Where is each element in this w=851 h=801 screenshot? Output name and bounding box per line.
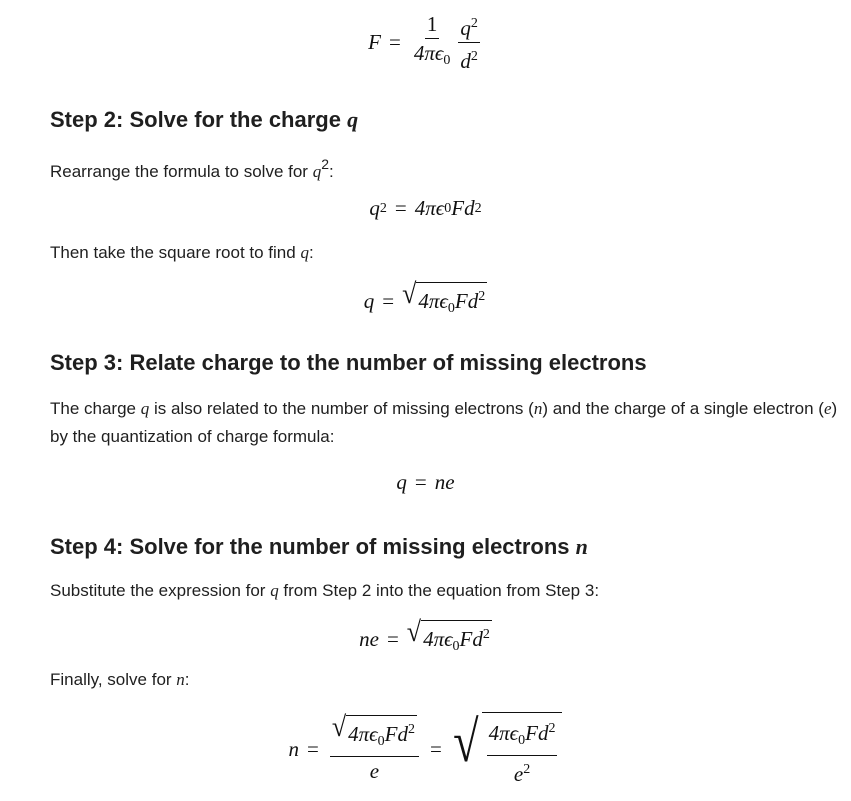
var: q [312, 162, 322, 181]
text: Then take the square root to find [50, 243, 301, 262]
superscript: 2 [321, 156, 329, 172]
denominator [458, 43, 480, 73]
coulomb-equation [0, 12, 851, 73]
superscript: 2 [470, 49, 478, 64]
eq-term: e [513, 762, 524, 786]
text: : [184, 670, 190, 689]
step3-para [50, 395, 840, 451]
heading-text: Step 4: Solve for the number of missing electrons [50, 534, 576, 559]
n-final-equation [0, 709, 851, 786]
numerator: 1 [425, 12, 440, 39]
eq-term: 4πϵ [348, 722, 378, 746]
step2-para2 [50, 239, 841, 267]
ne-sqrt-equation [0, 615, 851, 659]
radical-sign: √ [402, 277, 417, 310]
radicand [346, 715, 417, 754]
superscript: 2 [407, 722, 415, 737]
var: q [140, 399, 150, 418]
fraction [487, 717, 558, 786]
text: Finally, solve for [50, 670, 177, 689]
numerator [487, 717, 558, 756]
eq-term: Fd [454, 289, 479, 313]
superscript: 2 [474, 200, 482, 216]
superscript: 2 [478, 289, 486, 304]
text: Substitute the expression for [50, 581, 271, 600]
eq-term: 4πϵ [488, 721, 519, 745]
eq-term: Fd [384, 722, 408, 746]
eq-term: 4πϵ [423, 627, 453, 651]
heading-var: q [347, 107, 359, 132]
fraction [412, 12, 452, 73]
radicand [421, 620, 492, 659]
eq-term: q [369, 196, 380, 220]
step2-para1 [50, 150, 841, 186]
step4-para2 [50, 666, 841, 694]
square-root [331, 710, 417, 754]
var: q [270, 581, 279, 600]
eq-operator: = [429, 736, 442, 761]
square-root [450, 709, 563, 786]
radicand [416, 282, 487, 321]
subscript: 0 [444, 200, 452, 216]
eq-term: n [288, 736, 300, 761]
superscript: 2 [482, 627, 490, 642]
subscript: 0 [452, 639, 460, 654]
text: is also related to the number of missing electrons ( [149, 399, 534, 418]
q-sqrt-equation [0, 277, 851, 321]
numerator [330, 710, 419, 757]
denominator [412, 39, 452, 73]
subscript: 0 [447, 301, 455, 316]
step3-heading: Step 3: Relate charge to the number of missing electrons [50, 350, 647, 375]
denominator: e [369, 759, 380, 783]
eq-operator: = [386, 627, 399, 651]
radical-sign: √ [452, 709, 479, 774]
fraction [458, 12, 480, 73]
var: n [533, 399, 543, 418]
var: e [823, 399, 832, 418]
text: Rearrange the formula to solve for [50, 162, 313, 181]
var: n [176, 670, 185, 689]
step4-heading [50, 534, 841, 560]
radicand [482, 712, 563, 786]
denominator [512, 756, 532, 786]
eq-term: q [396, 470, 407, 494]
subscript: 0 [377, 734, 385, 749]
eq-term: ne [359, 627, 379, 651]
heading-text: Step 2: Solve for the charge [50, 107, 348, 132]
subscript: 0 [518, 733, 526, 748]
superscript: 2 [379, 200, 387, 216]
subscript: 0 [443, 53, 451, 68]
eq-term: q [460, 16, 471, 40]
var: q [300, 243, 309, 262]
text: ) and the charge of a single electron ( [542, 399, 824, 418]
eq-term: Fd [525, 721, 549, 745]
radical-sign: √ [331, 710, 347, 743]
eq-operator: = [307, 736, 319, 761]
numerator [458, 12, 480, 43]
eq-term: 4πϵ [413, 41, 444, 65]
eq-operator: = [414, 470, 427, 494]
superscript: 2 [523, 762, 531, 777]
step3-heading-wrap [50, 350, 841, 376]
text: from Step 2 into the equation from Step 3: [278, 581, 600, 600]
step4-para1 [50, 577, 841, 605]
text: The charge [50, 399, 141, 418]
q-squared-equation [0, 196, 851, 221]
eq-operator: = [389, 30, 401, 54]
heading-var: n [575, 534, 588, 559]
step2-heading [50, 107, 841, 133]
radical-sign: √ [406, 615, 422, 648]
eq-term: q [363, 289, 375, 313]
superscript: 2 [470, 16, 478, 31]
eq-term: F [368, 30, 381, 54]
text: ) by the quantization of charge formula: [50, 399, 838, 446]
square-root [402, 277, 487, 321]
eq-term: Fd [451, 196, 475, 220]
text: : [328, 162, 334, 181]
text: : [308, 243, 314, 262]
eq-term: Fd [459, 627, 483, 651]
eq-term: d [460, 49, 471, 73]
step2-heading-wrap [50, 107, 841, 133]
q-ne-equation [0, 470, 851, 495]
eq-term: 4πϵ [414, 196, 445, 220]
eq-operator: = [394, 196, 407, 220]
superscript: 2 [548, 721, 556, 736]
eq-term: 4πϵ [418, 289, 448, 313]
eq-operator: = [382, 289, 395, 313]
square-root [406, 615, 492, 659]
eq-term: ne [434, 470, 455, 494]
fraction [330, 710, 419, 783]
step4-heading-wrap [50, 534, 841, 560]
